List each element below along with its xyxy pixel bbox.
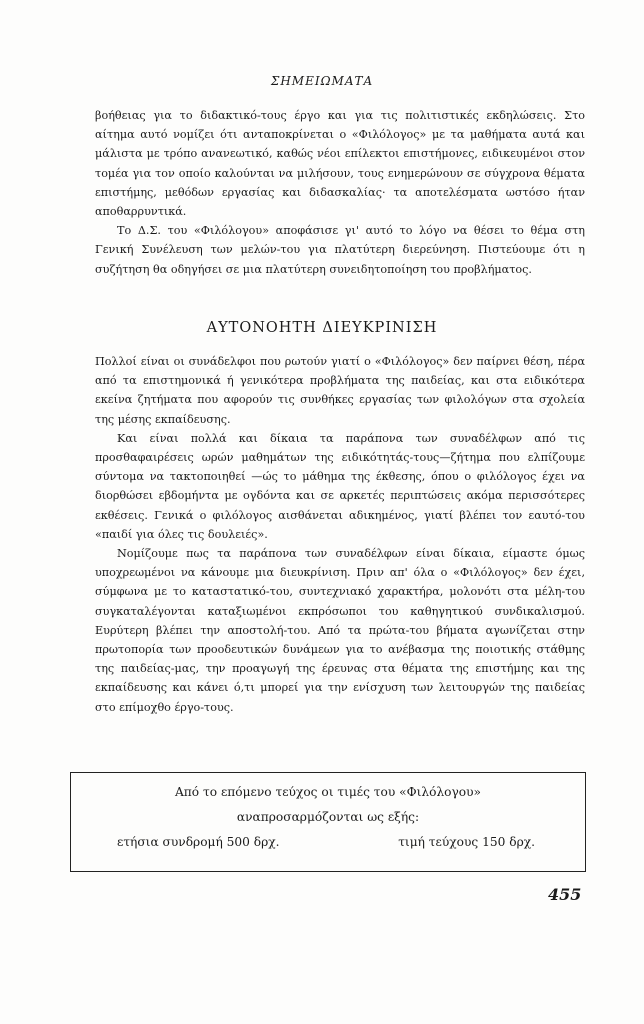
section-paragraph-3: Νομίζουμε πως τα παράπονα των συναδέλφων είναι δίκαια, είμαστε όμως υποχρεωμένοι να κάνουμε μια διευκρίνιση. Πριν απ' όλα ο «Φιλόλογος» δεν έχει, σύμφωνα με το καταστατικό-του, συντεχνιακό χαρακτήρα, μολονότι στα μέλη-του συγκαταλέγονται καταξιωμένοι εκπρόσωποι του καθηγητικού συνδικαλισμού. Ευρύτερη βλέπει την αποστολή-του. Από τα πρώτα-του βήματα αγωνίζεται στην πρωτοπορία των προοδευτικών δυνάμεων για το ανέβασμα της ποιοτικής στάθμης της παιδείας-μας, την προαγωγή της έρευνας στα θέματα της επιστήμης και της εκπαίδευσης και κάνει ό,τι μπορεί για την ενίσχυση των λειτουργών της παιδείας στο επίμοχθο έργο-τους. [95,547,585,714]
running-head: ΣΗΜΕΙΩΜΑΤΑ [270,74,374,88]
section-title: ΑΥΤΟΝΟΗΤΗ ΔΙΕΥΚΡΙΝΙΣΗ [206,320,438,336]
intro-text-block [95,106,585,279]
annual-subscription-price: ετήσια συνδρομή 500 δρχ. [117,835,280,849]
section-text-block [95,352,585,717]
intro-paragraph-1: βοήθειας για το διδακτικό-τους έργο και για τις πολιτιστικές εκδηλώσεις. Στο αίτημα αυτό νομίζει ότι ανταποκρίνεται ο «Φιλόλογος» με τα μαθήματα αυτά και μάλιστα με τρόπο ανανεωτικό, καθώς νέοι επίλεκτοι επιστήμονες, ειδικευμένοι στον τομέα για τον οποίο καλούνται να μιλήσουν, τους ενημερώνουν σε σύγχρονα θέματα επιστήμης, μεθόδων εργασίας και διδασκαλίας· τα αποτελέσματα ωστόσο ήταν αποθαρρυντικά. [95,109,585,219]
page-number: 455 [548,885,582,904]
intro-paragraph-2: Το Δ.Σ. του «Φιλόλογου» αποφάσισε γι' αυτό το λόγο να θέσει το θέμα στη Γενική Συνέλευση των μελών-του για πλατύτερη διερεύνηση. Πιστεύουμε ότι η συζήτηση θα οδηγήσει σε μια πλατύτερη συνειδητοποίηση του προβλήματος. [95,224,585,276]
notice-line-2: αναπροσαρμόζονται ως εξής: [236,810,420,824]
price-notice-box [70,772,586,872]
section-paragraph-1: Πολλοί είναι οι συνάδελφοι που ρωτούν γιατί ο «Φιλόλογος» δεν παίρνει θέση, πέρα από τα επιστημονικά ή γενικότερα προβλήματα της παιδείας, και στα ειδικότερα εκείνα ζητήματα που αφορούν τις συνθήκες εργασίας των φιλολόγων στα σχολεία της μέσης εκπαίδευσης. [95,355,585,426]
section-paragraph-2: Και είναι πολλά και δίκαια τα παράπονα των συναδέλφων από τις προσθαφαιρέσεις ωρών μαθημάτων της ειδικότητάς-τους—ζήτημα που ελπίζουμε σύντομα να τακτοποιηθεί —ώς το μάθημα της έκθεσης, όπου ο φιλόλογος έχει να διορθώσει εβδομήντα με ογδόντα και σε αρκετές περιπτώσεις ακόμα περισσότερες εκθέσεις. Γενικά ο φιλόλογος αισθάνεται αδικημένος, γιατί βλέπει τον εαυτό-του «παιδί για όλες τις δουλειές». [95,431,585,541]
issue-price: τιμή τεύχους 150 δρχ. [398,835,535,849]
notice-line-1: Από το επόμενο τεύχος οι τιμές του «Φιλόλογου» [174,785,482,799]
